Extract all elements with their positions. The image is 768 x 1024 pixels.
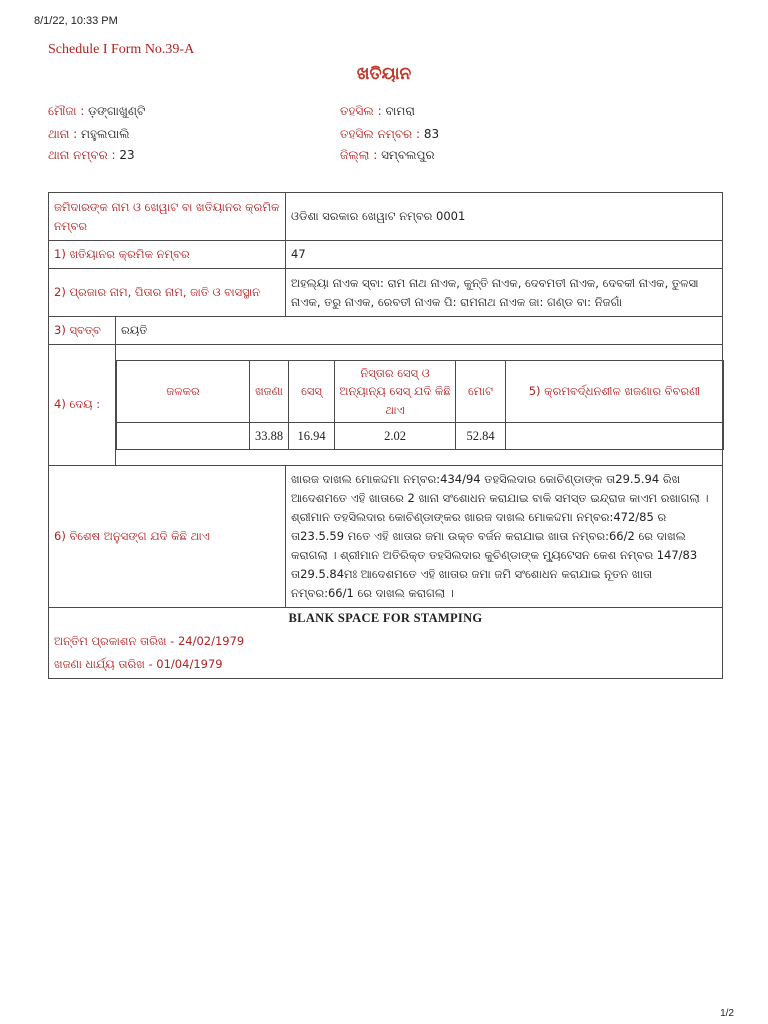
owner-row [49, 193, 723, 241]
rent-fixation-line [54, 655, 717, 674]
rent-label: 4) ଦେୟ : [49, 344, 116, 465]
special-row [49, 465, 723, 607]
tenant-label: 2) ପ୍ରଜାର ନାମ, ପିତାର ନାମ, ଜାତି ଓ ବାସସ୍ଥାନ [49, 269, 286, 317]
rent-table [116, 360, 724, 450]
right-value: ରୟତି [116, 317, 723, 345]
mouza-label: ମୌଜା : [48, 104, 89, 118]
print-timestamp: 8/1/22, 10:33 PM [34, 15, 118, 27]
mouza-field [48, 104, 145, 119]
rent-value-khajana: 33.88 [250, 423, 289, 450]
owner-label: ଜମିଦାରଙ୍କ ନାମ ଓ ଖେୱାଟ ବା ଖତିୟାନର କ୍ରମିକ ନମ୍ବର [49, 193, 286, 241]
rent-header-khajana: ଖଜଣା [250, 360, 289, 422]
rent-row [49, 344, 723, 465]
special-label: 6) ବିଶେଷ ଅନୁସଙ୍ଗ ଯଦି କିଛି ଥାଏ [49, 465, 286, 607]
rent-header-water-tax: ଜଳକର [117, 360, 250, 422]
right-label: 3) ସ୍ବତ୍ବ [49, 317, 116, 345]
thana-no-label: ଥାନା ନମ୍ବର : [48, 148, 120, 162]
rent-value-progressive [506, 423, 724, 450]
right-row [49, 317, 723, 345]
rent-value-cess: 16.94 [289, 423, 335, 450]
mouza-value: ଡ଼ଙ୍ଗାଖୁଣ୍ଟି [88, 104, 146, 118]
tenant-value: ଅହଲ୍ୟା ନାଏକ ସ୍ବା: ରାମ ନାଥ ନାଏକ, କୁନ୍ତି ନାଏକ, ଦେବମତୀ ନାଏକ, ଦେବକୀ ନାଏକ, ତୁଳସା ନାଏକ, ତରୁ ନାଏକ, ରେବତୀ ନାଏକ ପି: ରାମନାଥ ନାଏକ ଜା: ଗଣ୍ଡ ବା: ନିଜଗାଁ [286, 269, 723, 317]
rent-header-other-cess: ନିସ୍ତାର ସେସ୍ ଓ ଅନ୍ୟାନ୍ୟ ସେସ୍ ଯଦି କିଛି ଥାଏ [335, 360, 456, 422]
tenant-row [49, 269, 723, 317]
thana-field [48, 127, 130, 142]
rent-value-row [117, 423, 724, 450]
page-number: 1/2 [720, 1008, 734, 1019]
tahasil-field [340, 104, 415, 119]
stamp-title: BLANK SPACE FOR STAMPING [288, 610, 483, 625]
form-number: Schedule I Form No.39-A [48, 42, 195, 57]
district-field [340, 148, 435, 163]
tahasil-value: ବାମରା [385, 104, 415, 118]
thana-label: ଥାନା : [48, 127, 82, 141]
serial-label: 1) ଖତିୟାନର କ୍ରମିକ ନମ୍ବର [49, 241, 286, 269]
rent-fixation-label: ଖଜଣା ଧାର୍ଯ୍ୟ ତାରିଖ - [54, 657, 157, 672]
rent-header-total: ମୋଟ [456, 360, 506, 422]
serial-row [49, 241, 723, 269]
special-value: ଖାରଜ ଦାଖଲ ମୋକଦ୍ଦମା ନମ୍ବର:434/94 ତହସିଲଦାର କୋଚିଣ୍ଡାଙ୍କ ତା29.5.94 ରିଖ ଆଦେଶମତେ ଏହି ଖାତାରେ 2 ଖାନା ସଂଶୋଧନ କରାଯାଇ ବାକି ସମସ୍ତ ଇନ୍ଦ୍ରାଜ କାଏମ ରଖାଗଲା । ଶ୍ରୀମାନ ତହସିଲଦାର କୋଚିଣ୍ଡାଙ୍କର ଖାରଜ ଦାଖଲ ମୋକଦ୍ଦମା ନମ୍ବର:472/85 ର ତା23.5.59 ମତେ ଏହି ଖାତାର ଜମା ଉକ୍ତ ବର୍ଜନ କରାଯାଇ ଖାତା ନମ୍ବର:66/2 ରେ ଦାଖଲ କରାଗଲା । ଶ୍ରୀମାନ ଅତିରିକ୍ତ ତହସିଲଦାର କୁଚିଣ୍ଡାଙ୍କ ମ୍ୟୁଟେସନ କେଶ ନମ୍ବର 147/83 ତା29.5.84ମଃ ଆଦେଶମତେ ଏହି ଖାତାର ଜମା ଜମି ସଂଶୋଧନ କରାଯାଇ ନୂତନ ଖାତା ନମ୍ବର:66/1 ରେ ଦାଖଲ କରାଗଲା । [286, 465, 723, 607]
rent-header-progressive: 5) କ୍ରମବର୍ଦ୍ଧନଶୀଳ ଖଜଣାର ବିବରଣୀ [506, 360, 724, 422]
rent-cell [116, 344, 723, 465]
tahasil-no-field [340, 127, 439, 142]
khatiyan-table [48, 192, 723, 679]
tahasil-no-label: ତହସିଲ ନମ୍ବର : [340, 127, 424, 141]
owner-value: ଓଡିଶା ସରକାର ଖେୱାଟ ନମ୍ବର 0001 [286, 193, 723, 241]
district-label: ଜିଲ୍ଲା : [340, 148, 382, 162]
stamp-cell [49, 607, 723, 679]
rent-value-other-cess: 2.02 [335, 423, 456, 450]
rent-header-row [117, 360, 724, 422]
rent-value-total: 52.84 [456, 423, 506, 450]
final-publication-label: ଅନ୍ତିମ ପ୍ରକାଶନ ତାରିଖ - [54, 634, 178, 649]
thana-no-value: 23 [119, 148, 135, 162]
rent-header-cess: ସେସ୍ [289, 360, 335, 422]
rent-fixation-date: 01/04/1979 [156, 657, 223, 672]
document-title: ଖତିୟାନ [356, 64, 412, 84]
rent-value-water-tax [117, 423, 250, 450]
serial-value: 47 [286, 241, 723, 269]
stamp-row [49, 607, 723, 679]
tahasil-label: ତହସିଲ : [340, 104, 386, 118]
thana-value: ମହୁଲପାଲି [81, 127, 130, 141]
tahasil-no-value: 83 [423, 127, 440, 141]
final-publication-date: 24/02/1979 [177, 634, 245, 649]
district-value: ସମ୍ବଲପୁର [381, 148, 435, 162]
final-publication-line [54, 632, 717, 651]
thana-no-field [48, 148, 135, 163]
